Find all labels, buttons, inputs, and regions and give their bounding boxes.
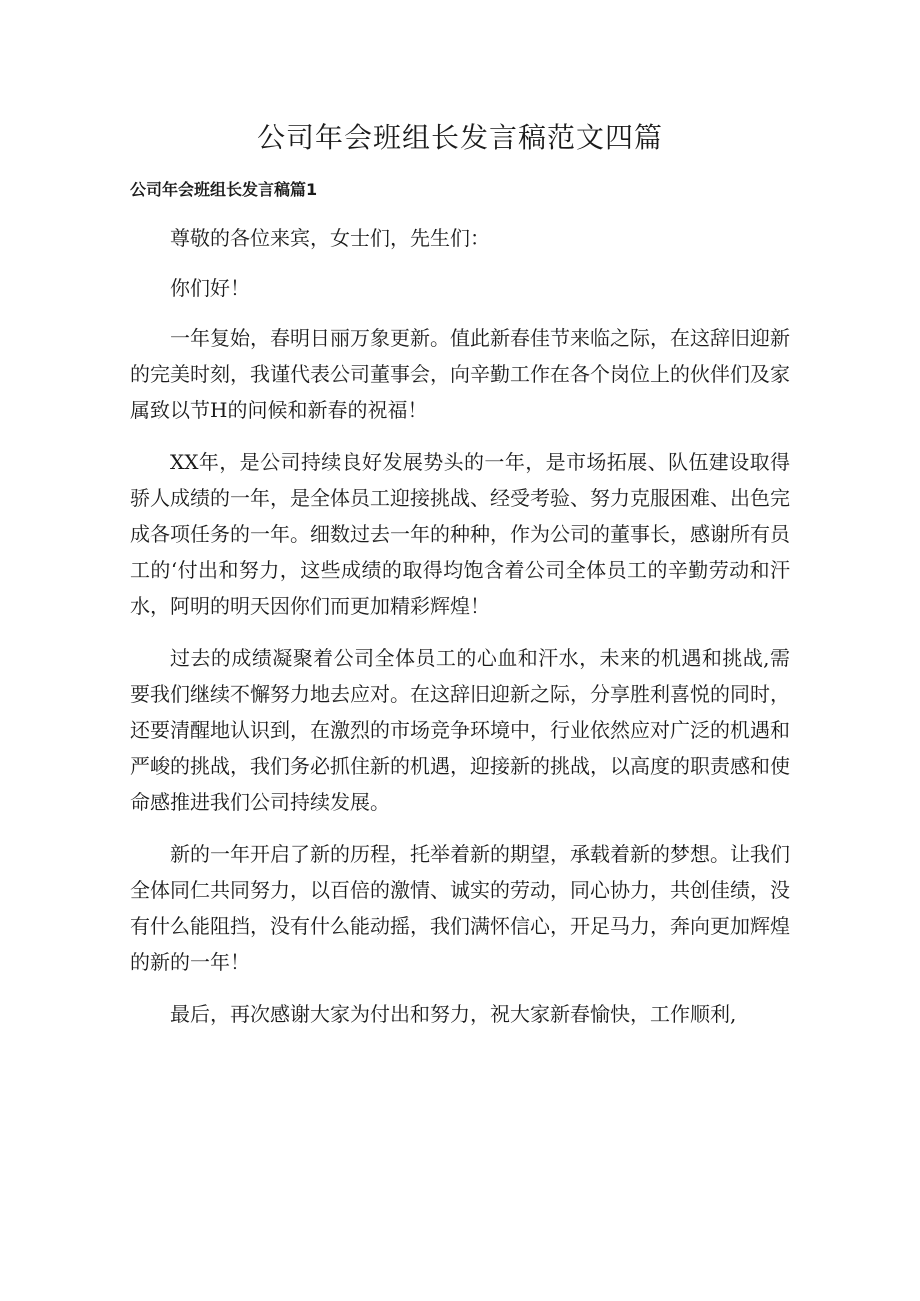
paragraph: 一年复始，春明日丽万象更新。值此新春佳节来临之际，在这辞旧迎新的完美时刻，我谨代表公司董事会，向辛勤工作在各个岗位上的伙伴们及家属致以节H的问候和新春的祝福！	[130, 326, 790, 422]
document-title: 公司年会班组长发言稿范文四篇	[256, 121, 663, 154]
paragraph-greeting: 你们好！	[170, 276, 250, 300]
section-heading: 公司年会班组长发言稿篇1	[130, 180, 318, 199]
paragraph: XX年，是公司持续良好发展势头的一年，是市场拓展、队伍建设取得骄人成绩的一年，是全体员工迎接挑战、经受考验、努力克服困难、出色完成各项任务的一年。细数过去一年的种种，作为公司的董事长，感谢所有员工的‘付出和努力，这些成绩的取得均饱含着公司全体员工的辛勤劳动和汗水，阿明的明天因你们而更加精彩辉煌！	[130, 450, 790, 618]
paragraph: 过去的成绩凝聚着公司全体员工的心血和汗水，未来的机遇和挑战,需要我们继续不懈努力地去应对。在这辞旧迎新之际，分享胜利喜悦的同时，还要清醒地认识到，在激烈的市场竞争环境中，行业依然应对广泛的机遇和严峻的挑战，我们务必抓住新的机遇，迎接新的挑战，以高度的职责感和使命感推进我们公司持续发展。	[130, 646, 790, 814]
paragraph-salutation: 尊敬的各位来宾，女士们，先生们：	[170, 226, 490, 250]
document-body	[130, 220, 790, 1048]
paragraph: 新的一年开启了新的历程，托举着新的期望，承载着新的梦想。让我们全体同仁共同努力，以百倍的激情、诚实的劳动，同心协力，共创佳绩，没有什么能阻挡，没有什么能动摇，我们满怀信心，开足马力，奔向更加辉煌的新的一年！	[130, 842, 790, 974]
paragraph: 最后，再次感谢大家为付出和努力，祝大家新春愉快，工作顺利,	[170, 1002, 737, 1026]
